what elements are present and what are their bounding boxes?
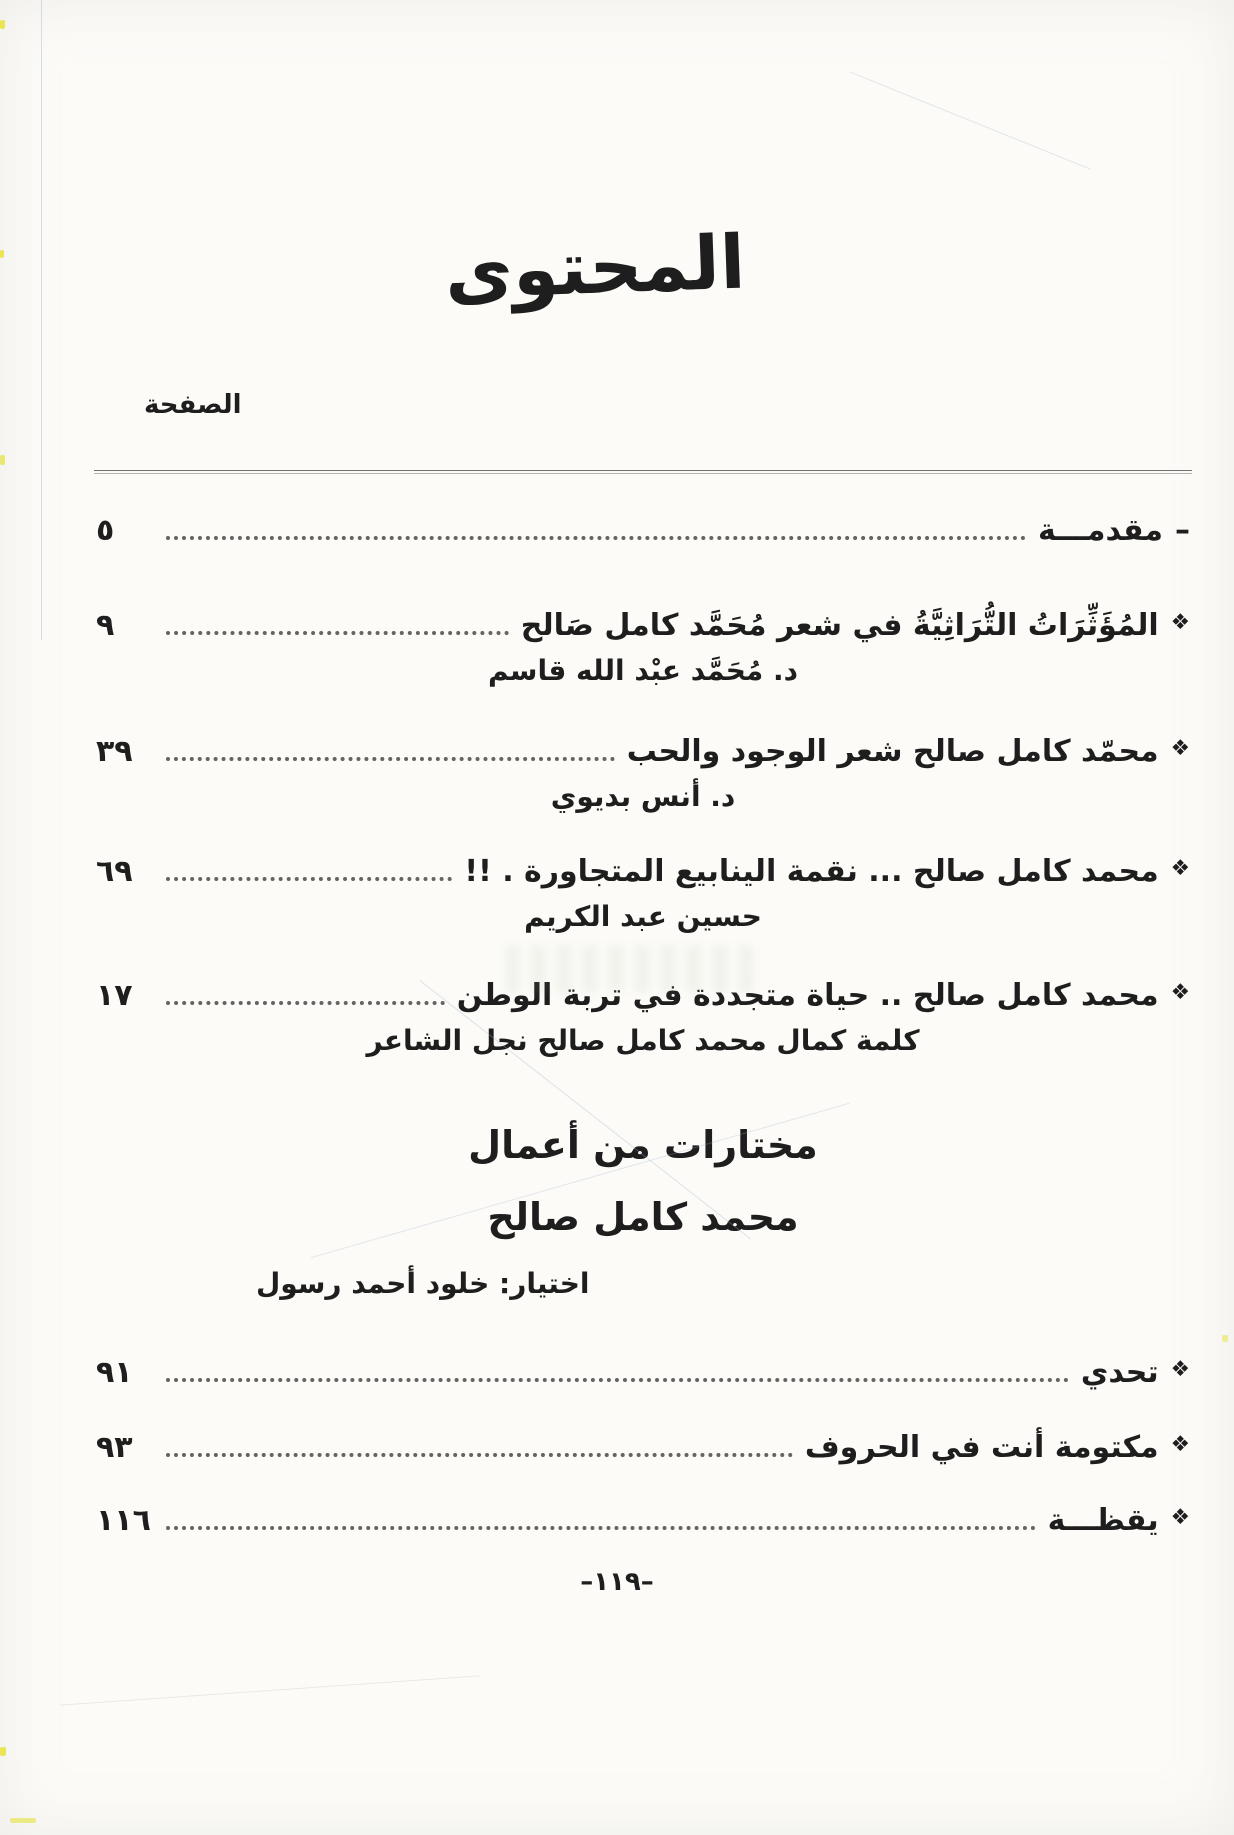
toc-entry-author: حسين عبد الكريم [524,900,762,933]
selection-attribution: اختيار: خلود أحمد رسول [256,1267,590,1300]
toc-entry-author: د. أنس بديوي [550,780,736,813]
toc-entry-page-number: ٦٩ [96,854,133,889]
toc-entry-title [464,849,1190,894]
dot-leader [166,877,452,881]
toc-entry [96,973,1190,1018]
diamond-bullet-icon: ❖ [1170,610,1190,635]
diamond-bullet-icon: ❖ [1170,856,1190,881]
toc-entry [96,603,1190,648]
toc-entry-title [1038,508,1190,553]
toc-entry-label: محمّد كامل صالح شعر الوجود والحب [626,734,1159,769]
toc-entry [96,1350,1190,1395]
toc-entry-title [627,729,1190,774]
edge-fleck [10,1818,36,1823]
dot-leader [166,757,615,761]
toc-entry-label: مقدمـــة [1037,513,1163,548]
table-of-contents [0,390,1234,1543]
edge-fleck [1222,1335,1228,1342]
toc-entry-label: مكتومة أنت في الحروف [804,1430,1159,1465]
toc-entry-page-number: ٩ [96,608,115,643]
section-heading-line2: محمد كامل صالح [487,1195,799,1239]
toc-entry [96,849,1190,894]
diamond-bullet-icon: ❖ [1170,1357,1190,1382]
scan-crease [849,71,1090,169]
toc-entry-page-number: ١١٦ [96,1503,151,1538]
edge-fleck [0,1747,6,1756]
edge-fleck [0,455,5,465]
toc-entry-page-number: ١٧ [96,978,133,1013]
toc-entry-page-number: ٩٣ [96,1430,133,1465]
toc-entry-label: يقظـــة [1047,1503,1159,1538]
dash-bullet-icon: – [1175,513,1190,548]
toc-entry-author: د. مُحَمَّد عبْد الله قاسم [487,654,799,687]
diamond-bullet-icon: ❖ [1170,1505,1190,1530]
dot-leader [166,1001,445,1005]
toc-entry-label: تحدي [1080,1355,1159,1390]
diamond-bullet-icon: ❖ [1170,1432,1190,1457]
toc-entry-title [1048,1498,1190,1543]
toc-entry-page-number: ٣٩ [96,734,133,769]
toc-entry [96,729,1190,774]
toc-entry-title [805,1425,1190,1470]
scan-crease [60,1675,479,1705]
dot-leader [166,1453,793,1457]
toc-entry-author: كلمة كمال محمد كامل صالح نجل الشاعر [366,1024,920,1057]
dot-leader [166,536,1026,540]
toc-entry [96,1425,1190,1470]
page-column-header: الصفحة [144,390,242,420]
toc-entry [96,508,1190,553]
footer-page-number: –١١٩– [580,1567,654,1597]
toc-entry-label: محمد كامل صالح ... نقمة الينابيع المتجاورة . !! [464,854,1159,889]
edge-fleck [0,20,5,29]
toc-entry-title [521,603,1190,648]
toc-entry-label: محمد كامل صالح .. حياة متجددة في تربة الوطن [456,978,1159,1013]
section-heading-line1: مختارات من أعمال [468,1123,818,1167]
toc-entry-label: المُؤَثِّرَاتُ التُّرَاثِيَّةُ في شعر مُحَمَّد كامل صَالح [520,608,1159,643]
dot-leader [166,1378,1069,1382]
dot-leader [166,631,509,635]
toc-entry-title [1081,1350,1190,1395]
toc-entry-title [457,973,1190,1018]
header-rule [94,470,1192,474]
dot-leader [166,1526,1036,1530]
toc-entry-page-number: ٥ [96,513,115,548]
toc-entry-page-number: ٩١ [96,1355,133,1390]
page-title: المحتوى [443,219,747,316]
diamond-bullet-icon: ❖ [1170,736,1190,761]
toc-entry [96,1498,1190,1543]
diamond-bullet-icon: ❖ [1170,980,1190,1005]
